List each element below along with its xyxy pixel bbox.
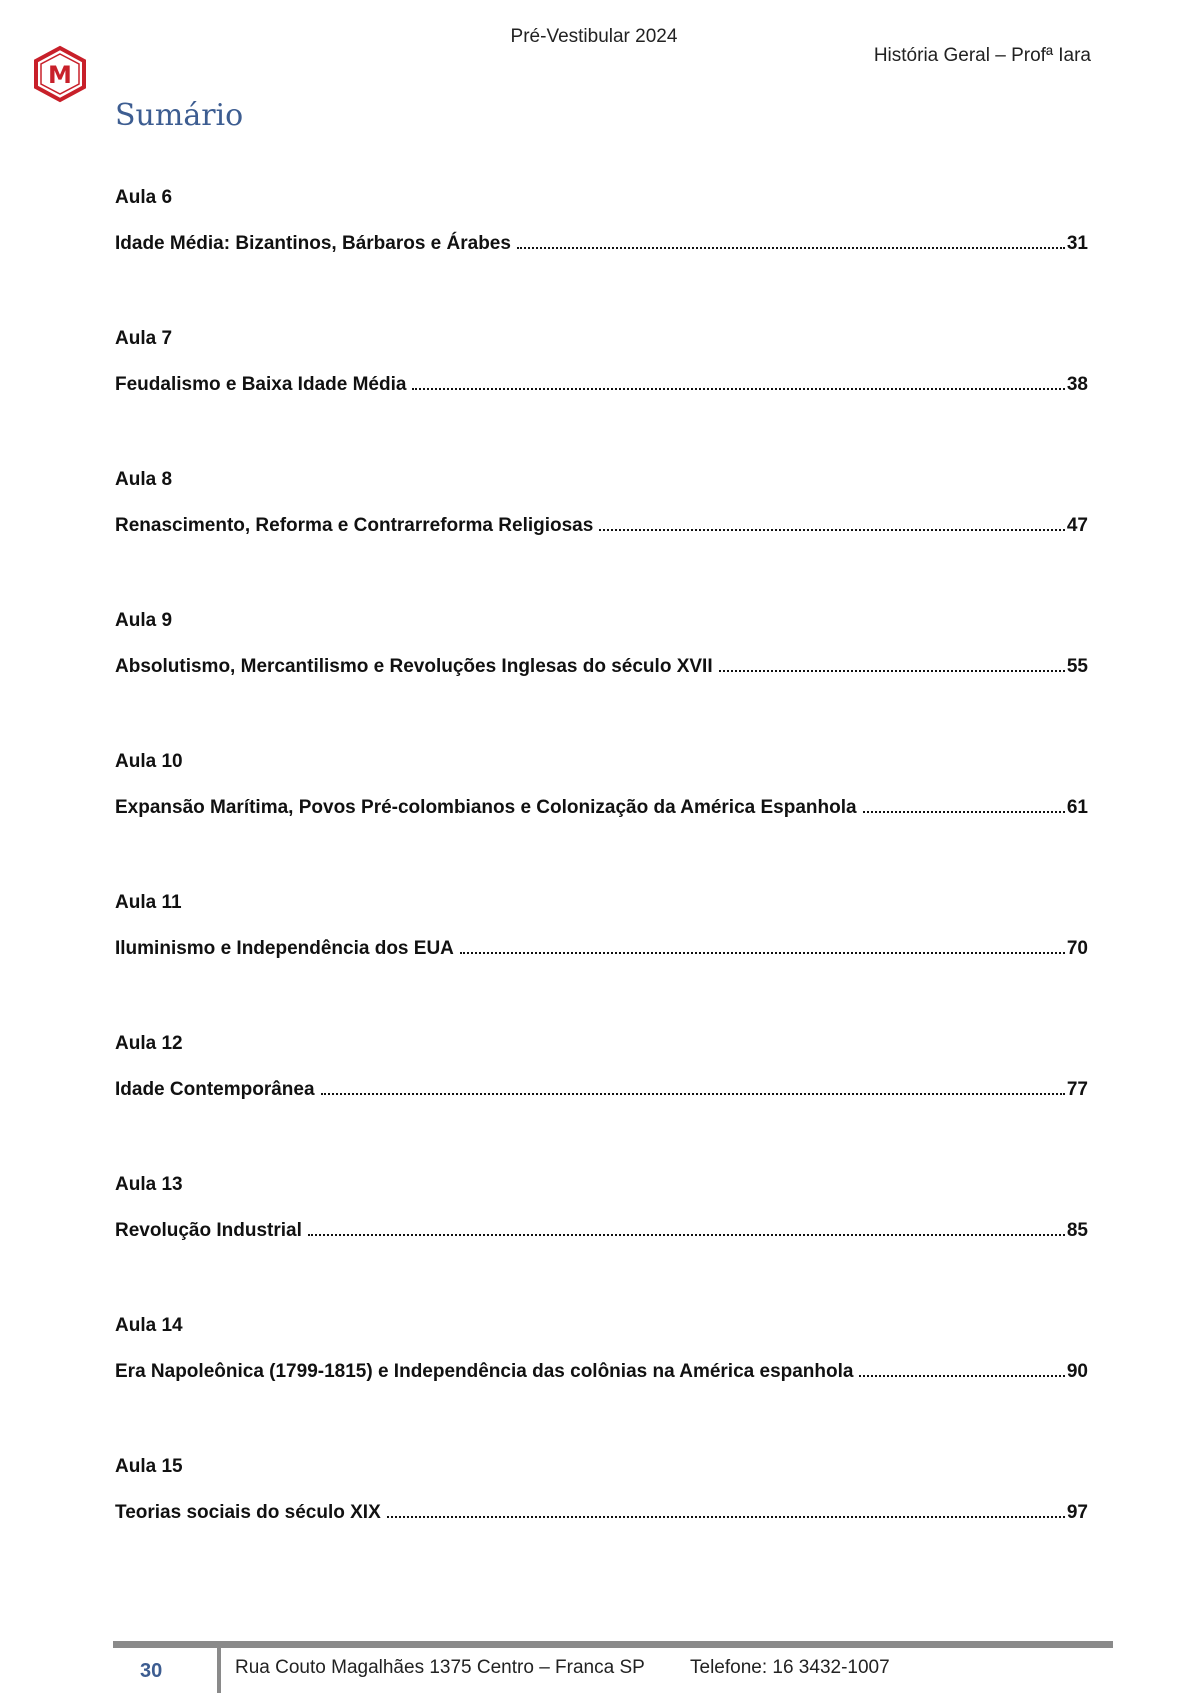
toc-title: Expansão Marítima, Povos Pré-colombianos e Colonização da América Espanhola bbox=[115, 797, 857, 818]
toc-page-number: 97 bbox=[1066, 1502, 1088, 1523]
toc-page-number: 38 bbox=[1066, 374, 1088, 395]
footer-address: Rua Couto Magalhães 1375 Centro – Franca SP bbox=[235, 1657, 645, 1678]
toc-entry[interactable] bbox=[115, 1032, 1088, 1173]
toc-aula-label: Aula 14 bbox=[115, 1315, 183, 1336]
toc-line bbox=[115, 655, 1088, 679]
toc-title: Feudalismo e Baixa Idade Média bbox=[115, 374, 407, 395]
toc-dot-leader bbox=[517, 247, 1065, 249]
toc-title: Revolução Industrial bbox=[115, 1220, 302, 1241]
toc-dot-leader bbox=[859, 1375, 1064, 1377]
m-hexagon-logo-icon bbox=[32, 45, 88, 103]
toc-line bbox=[115, 232, 1088, 256]
footer-phone: Telefone: 16 3432-1007 bbox=[690, 1657, 890, 1678]
toc-entry[interactable] bbox=[115, 1314, 1088, 1455]
toc-dot-leader bbox=[599, 529, 1065, 531]
toc-aula-label: Aula 10 bbox=[115, 751, 183, 772]
toc-page-number: 47 bbox=[1066, 515, 1088, 536]
toc-entry[interactable] bbox=[115, 609, 1088, 750]
toc-title: Era Napoleônica (1799-1815) e Independência das colônias na América espanhola bbox=[115, 1361, 854, 1382]
toc-aula-label: Aula 7 bbox=[115, 328, 173, 349]
toc-title: Idade Contemporânea bbox=[115, 1079, 315, 1100]
toc-line bbox=[115, 1078, 1088, 1102]
toc-dot-leader bbox=[387, 1516, 1065, 1518]
footer-rule bbox=[113, 1641, 1113, 1648]
toc-title: Absolutismo, Mercantilismo e Revoluções Inglesas do século XVII bbox=[115, 656, 713, 677]
toc-entry[interactable] bbox=[115, 1455, 1088, 1596]
toc-title: Idade Média: Bizantinos, Bárbaros e Árabes bbox=[115, 233, 511, 254]
toc-aula-label: Aula 15 bbox=[115, 1456, 183, 1477]
toc-aula-label: Aula 12 bbox=[115, 1033, 183, 1054]
toc-line bbox=[115, 373, 1088, 397]
toc-entry[interactable] bbox=[115, 468, 1088, 609]
table-of-contents bbox=[115, 186, 1088, 1596]
header-course-title: Pré-Vestibular 2024 bbox=[510, 26, 678, 47]
toc-line bbox=[115, 796, 1088, 820]
footer-divider bbox=[217, 1648, 221, 1693]
toc-title: Iluminismo e Independência dos EUA bbox=[115, 938, 454, 959]
toc-title: Renascimento, Reforma e Contrarreforma Religiosas bbox=[115, 515, 594, 536]
toc-line bbox=[115, 514, 1088, 538]
toc-line bbox=[115, 937, 1088, 961]
footer-page-number: 30 bbox=[140, 1660, 163, 1682]
toc-entry[interactable] bbox=[115, 1173, 1088, 1314]
toc-aula-label: Aula 13 bbox=[115, 1174, 183, 1195]
toc-line bbox=[115, 1360, 1088, 1384]
toc-dot-leader bbox=[412, 388, 1064, 390]
toc-aula-label: Aula 6 bbox=[115, 187, 173, 208]
toc-page-number: 61 bbox=[1066, 797, 1088, 818]
toc-page-number: 31 bbox=[1066, 233, 1088, 254]
header-subject: História Geral – Profª Iara bbox=[873, 45, 1091, 66]
toc-page-number: 77 bbox=[1066, 1079, 1088, 1100]
toc-aula-label: Aula 9 bbox=[115, 610, 173, 631]
toc-title: Teorias sociais do século XIX bbox=[115, 1502, 381, 1523]
toc-page-number: 85 bbox=[1066, 1220, 1088, 1241]
toc-aula-label: Aula 11 bbox=[115, 892, 182, 913]
toc-line bbox=[115, 1501, 1088, 1525]
toc-line bbox=[115, 1219, 1088, 1243]
toc-entry[interactable] bbox=[115, 327, 1088, 468]
toc-page-number: 55 bbox=[1066, 656, 1088, 677]
toc-dot-leader bbox=[308, 1234, 1065, 1236]
toc-page-number: 90 bbox=[1066, 1361, 1088, 1382]
page-title: Sumário bbox=[115, 98, 244, 133]
toc-entry[interactable] bbox=[115, 186, 1088, 327]
toc-dot-leader bbox=[321, 1093, 1065, 1095]
toc-aula-label: Aula 8 bbox=[115, 469, 173, 490]
toc-dot-leader bbox=[460, 952, 1065, 954]
toc-dot-leader bbox=[719, 670, 1065, 672]
toc-entry[interactable] bbox=[115, 891, 1088, 1032]
logo-letter: M bbox=[48, 61, 72, 89]
toc-entry[interactable] bbox=[115, 750, 1088, 891]
toc-page-number: 70 bbox=[1066, 938, 1088, 959]
toc-dot-leader bbox=[863, 811, 1065, 813]
